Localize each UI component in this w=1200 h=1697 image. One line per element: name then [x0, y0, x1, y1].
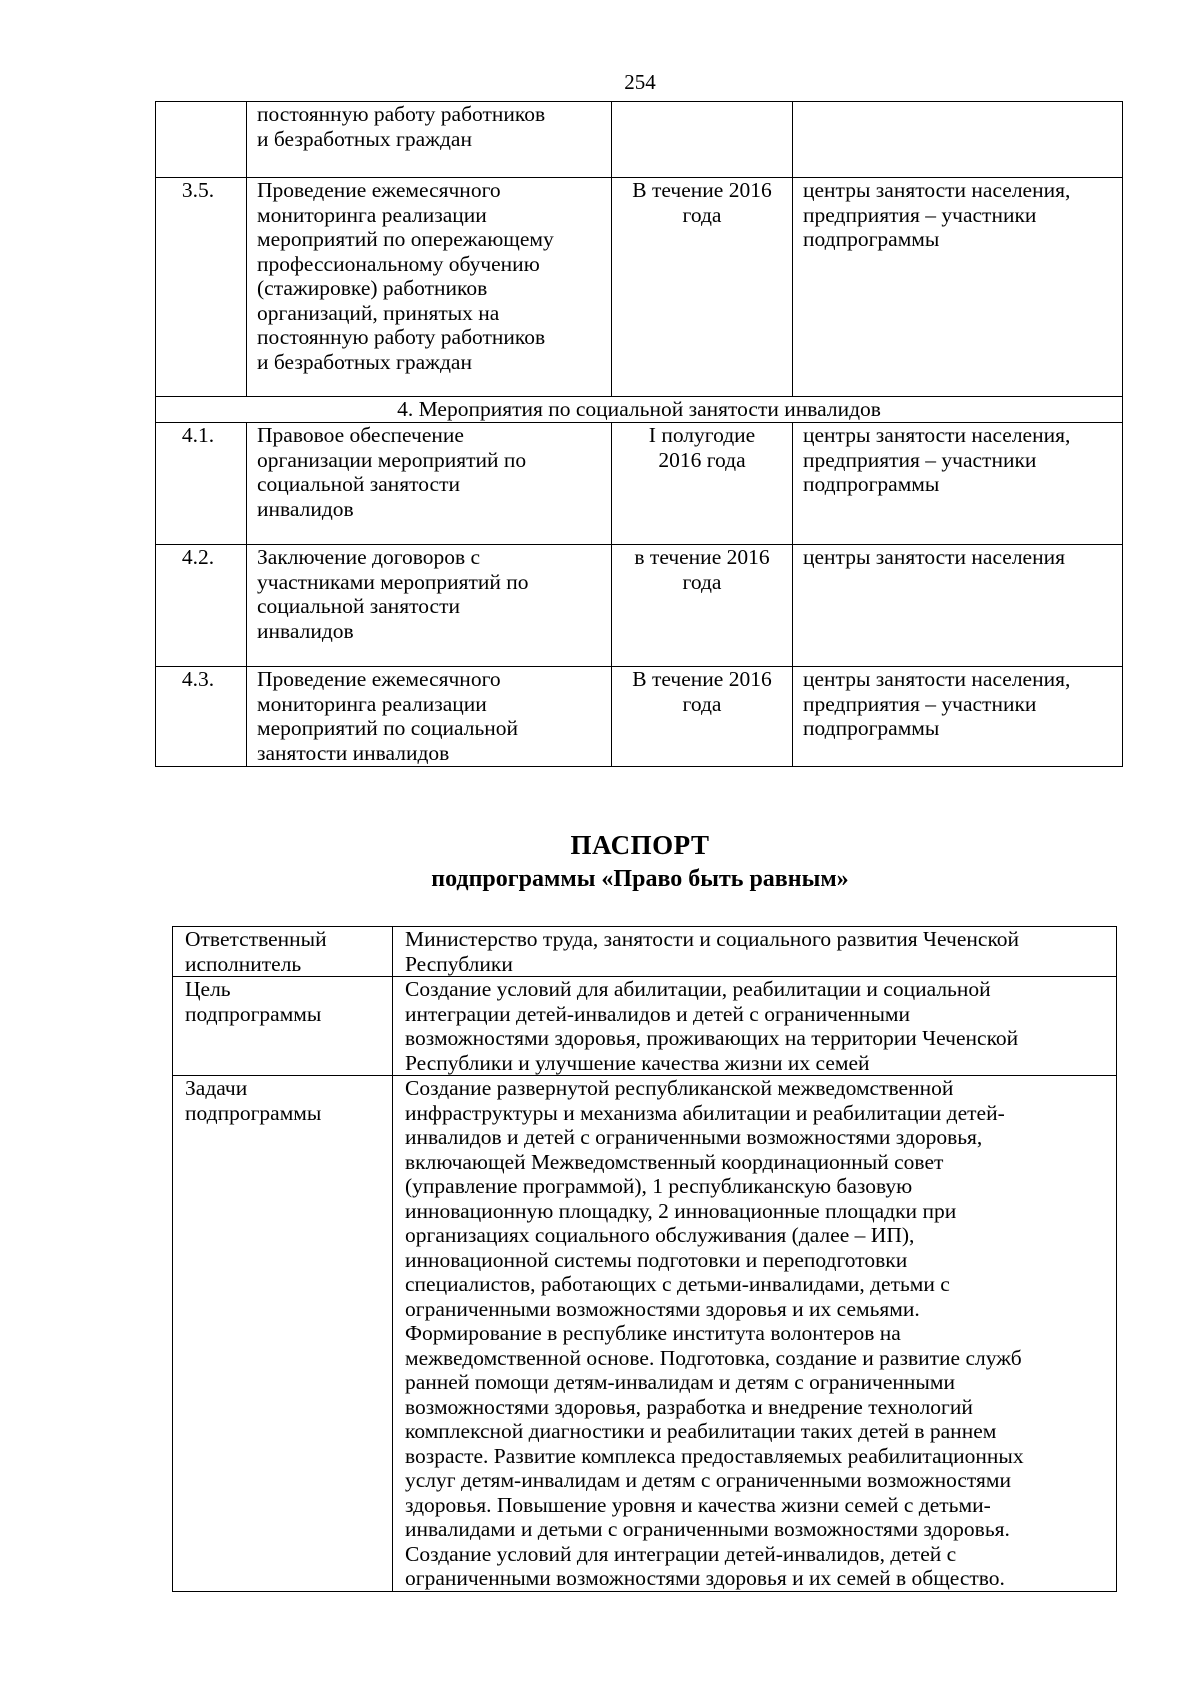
table-row [156, 667, 1123, 767]
row-number: 4.3. [156, 667, 247, 767]
activity-executor: центры занятости населения, предприятия – участники подпрограммы [793, 178, 1123, 397]
table-row [173, 1076, 1117, 1592]
passport-value: Создание условий для абилитации, реабилитации и социальной интеграции детей-инвалидов и детей с ограниченными возможностями здоровья, проживающих на территории Чеченской Республики и улучшение качества жизни их семей [393, 977, 1117, 1076]
table-row [173, 927, 1117, 977]
activity-executor [793, 102, 1123, 178]
page-number: 254 [624, 70, 656, 94]
table-row [173, 977, 1117, 1076]
activity-name: Правовое обеспечение организации мероприятий по социальной занятости инвалидов [247, 423, 612, 545]
activities-table [155, 101, 1123, 767]
activity-name: Проведение ежемесячного мониторинга реализации мероприятий по опережающему профессиональному обучению (стажировке) работников организаций, принятых на постоянную работу работников и безработных граждан [247, 178, 612, 397]
table-row [156, 545, 1123, 667]
activity-name: Заключение договоров с участниками мероприятий по социальной занятости инвалидов [247, 545, 612, 667]
activity-name: постоянную работу работников и безработных граждан [247, 102, 612, 178]
passport-value: Создание развернутой республиканской межведомственной инфраструктуры и механизма абилитации и реабилитации детей- инвалидов и детей с ограниченными возможностями здоровья, включающей Межведомственный координационный совет (управление программой), 1 республиканскую базовую инновационную площадку, 2 инновационные площадки при организациях социального обслуживания (далее – ИП), инновационной системы подготовки и переподготовки специалистов, работающих с детьми-инвалидами, детьми с ограниченными возможностями здоровья и их семьями. Формирование в республике института волонтеров на межведомственной основе. Подготовка, создание и развитие служб ранней помощи детям-инвалидам и детям с ограниченными возможностями здоровья, разработка и внедрение технологий комплексной диагностики и реабилитации таких детей в раннем возрасте. Развитие комплекса предоставляемых реабилитационных услуг детям-инвалидам и детям с ограниченными возможностями здоровья. Повышение уровня и качества жизни семей с детьми- инвалидами и детьми с ограниченными возможностями здоровья. Создание условий для интеграции детей-инвалидов, детей с ограниченными возможностями здоровья и их семей в общество. [393, 1076, 1117, 1592]
table-row [156, 102, 1123, 178]
row-number: 4.2. [156, 545, 247, 667]
activity-term: в течение 2016 года [612, 545, 793, 667]
activity-term [612, 102, 793, 178]
passport-table [172, 926, 1117, 1592]
activity-name: Проведение ежемесячного мониторинга реализации мероприятий по социальной занятости инвалидов [247, 667, 612, 767]
table-row [156, 178, 1123, 397]
passport-title: ПАСПОРТ [570, 830, 710, 860]
passport-subtitle: подпрограммы «Право быть равным» [431, 866, 849, 892]
table-row [156, 423, 1123, 545]
activity-executor: центры занятости населения, предприятия – участники подпрограммы [793, 667, 1123, 767]
passport-label: Цель подпрограммы [173, 977, 393, 1076]
passport-label: Задачи подпрограммы [173, 1076, 393, 1592]
activity-executor: центры занятости населения [793, 545, 1123, 667]
activity-term: В течение 2016 года [612, 178, 793, 397]
activity-term: В течение 2016 года [612, 667, 793, 767]
section-title: 4. Мероприятия по социальной занятости инвалидов [156, 397, 1123, 423]
passport-label: Ответственный исполнитель [173, 927, 393, 977]
activity-executor: центры занятости населения, предприятия – участники подпрограммы [793, 423, 1123, 545]
activity-term: I полугодие 2016 года [612, 423, 793, 545]
section-header-row [156, 397, 1123, 423]
passport-value: Министерство труда, занятости и социального развития Чеченской Республики [393, 927, 1117, 977]
row-number [156, 102, 247, 178]
row-number: 3.5. [156, 178, 247, 397]
row-number: 4.1. [156, 423, 247, 545]
